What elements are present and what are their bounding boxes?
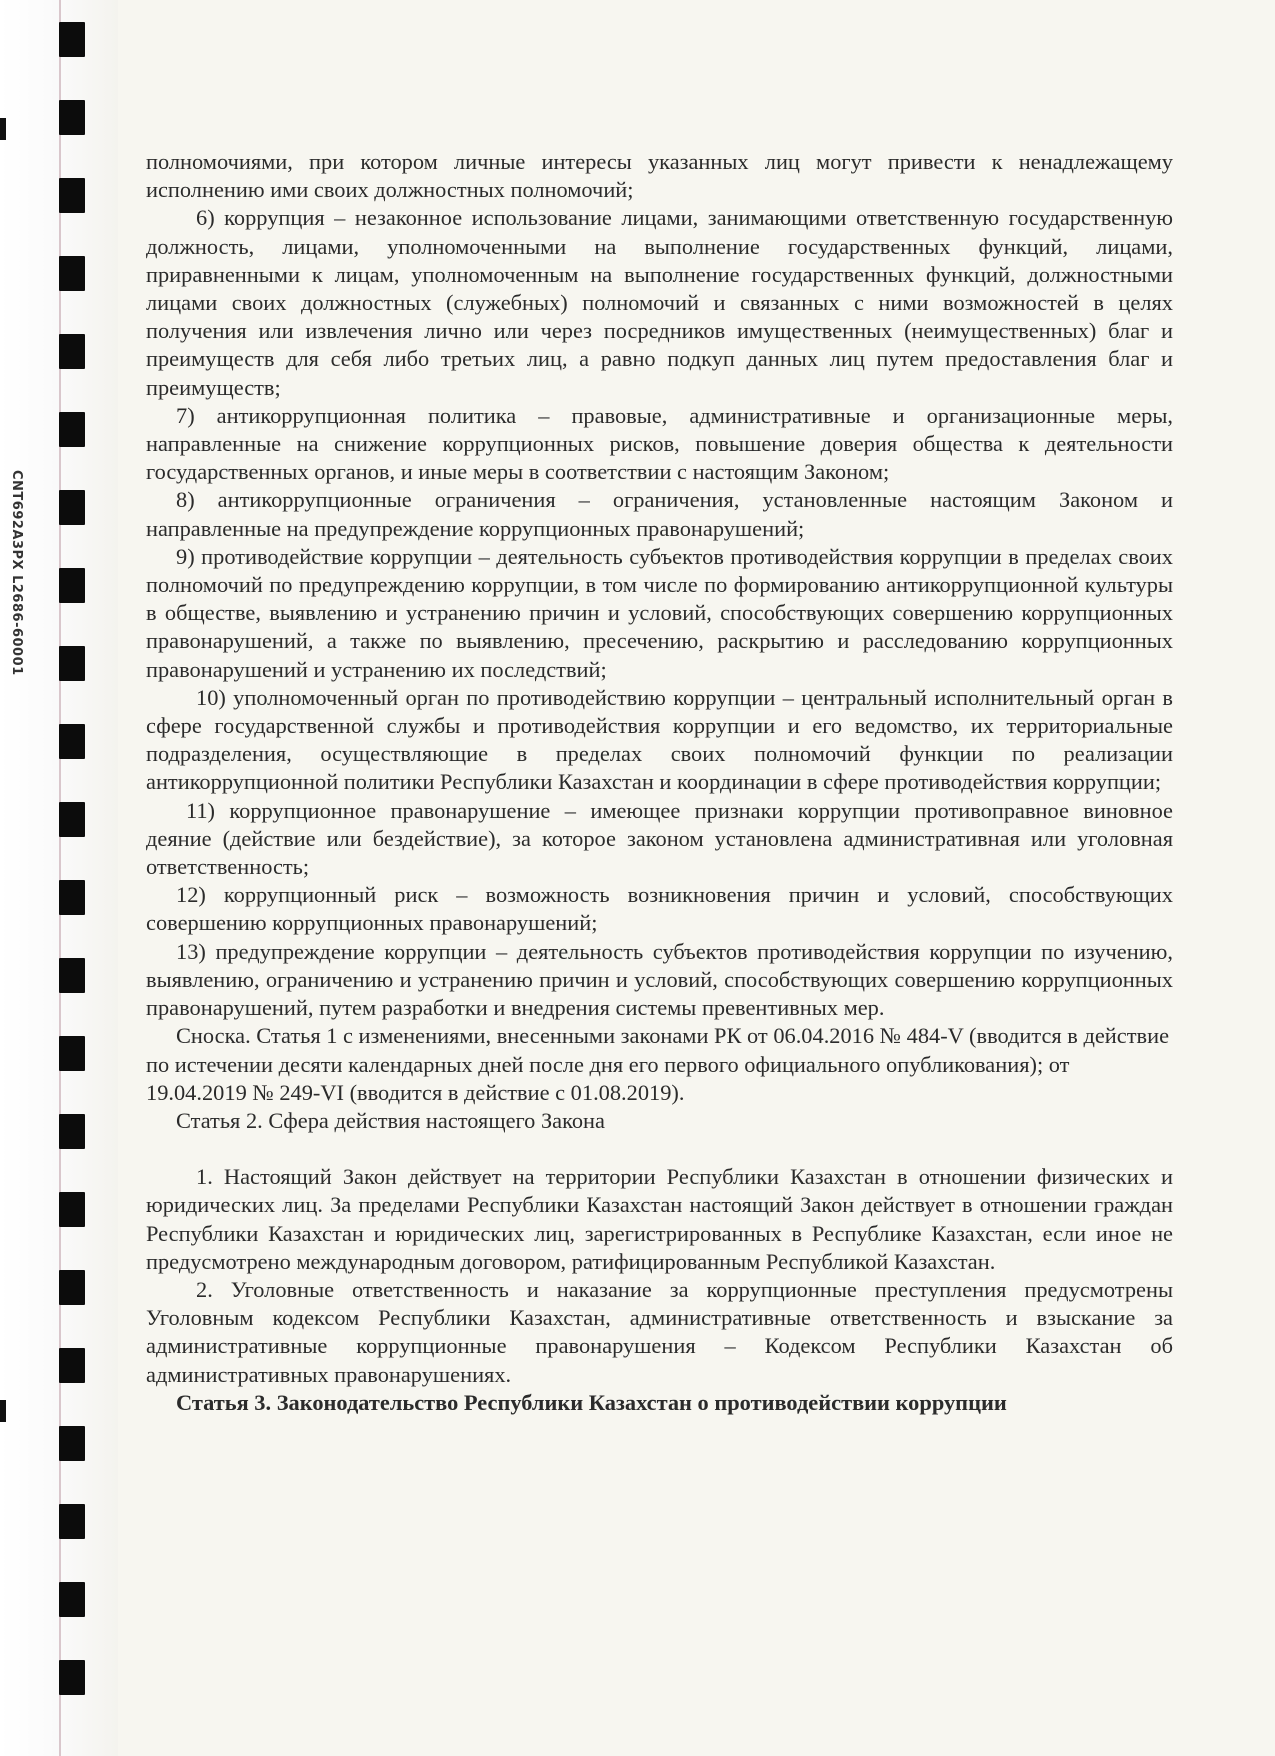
definition-item-12: 12) коррупционный риск – возможность возникновения причин и условий, способствующих совершению коррупционных правонарушений; — [146, 882, 1173, 936]
binding-ring — [59, 1114, 85, 1149]
spacer — [146, 1135, 1173, 1163]
binding-ring — [59, 1192, 85, 1227]
binding-ring — [59, 100, 85, 135]
definition-item-9: 9) противодействие коррупции – деятельность субъектов противодействия коррупции в пределах своих полномочий по предупреждению коррупции, в том числе по формированию антикоррупционной культуры в обществе, выявлению и устранению причин и условий, способствующих совершению коррупционных правонарушений, а также по выявлению, пресечению, раскрытию и расследованию коррупционных правонарушений и устранению их последствий; — [146, 543, 1173, 682]
binding-ring — [59, 490, 85, 525]
binding-ring — [59, 1270, 85, 1305]
article-2-paragraph-2: 2. Уголовные ответственность и наказание за коррупционные преступления предусмотрены Уголовным кодексом Республики Казахстан, административные ответственность и взыскание за административные коррупционные правонарушения – Кодексом Республики Казахстан об административных правонарушениях. — [146, 1276, 1173, 1387]
definition-item-13: 13) предупреждение коррупции – деятельность субъектов противодействия коррупции по изучению, выявлению, ограничению и устранению причин и условий, способствующих совершению коррупционных правонарушений, путем разработки и внедрения системы превентивных мер. — [146, 938, 1173, 1021]
side-code: CNT692A3PX L2686-60001 — [9, 470, 24, 676]
binding-ring — [59, 1660, 85, 1695]
binding-ring — [59, 178, 85, 213]
binding-ring — [59, 256, 85, 291]
definition-item-10: 10) уполномоченный орган по противодействию коррупции – центральный исполнительный орган в сфере государственной службы и противодействия коррупции и его ведомство, их территориальные подразделения, осуществляющие в пределах своих полномочий функции по реализации антикоррупционной политики Республики Казахстан и координации в сфере противодействия коррупции; — [146, 684, 1173, 795]
binding-ring — [59, 1036, 85, 1071]
definition-item-8: 8) антикоррупционные ограничения – ограничения, установленные настоящим Законом и направленные на предупреждение коррупционных правонарушений; — [146, 487, 1173, 541]
paragraph-continuation: полномочиями, при котором личные интересы указанных лиц могут привести к ненадлежащему исполнению ими своих должностных полномочий; — [146, 149, 1173, 203]
edge-mark — [0, 1400, 6, 1422]
document-page — [146, 148, 1173, 1417]
footnote: Сноска. Статья 1 с изменениями, внесенными законами РК от 06.04.2016 № 484-V (вводится в действие по истечении десяти календарных дней после дня его первого официального опубликования); от 19.04.2019 № 249-VI (вводится в действие с 01.08.2019). — [146, 1023, 1170, 1105]
binding-ring — [59, 1582, 85, 1617]
definition-item-7: 7) антикоррупционная политика – правовые, административные и организационные меры, направленные на снижение коррупционных рисков, повышение доверия общества к деятельности государственных органов, и иные меры в соответствии с настоящим Законом; — [146, 402, 1173, 485]
article-2-title: Статья 2. Сфера действия настоящего Закона — [176, 1107, 605, 1133]
binding-ring — [59, 1426, 85, 1461]
binding-ring — [59, 880, 85, 915]
binding-ring — [59, 724, 85, 759]
binding-ring — [59, 412, 85, 447]
binding-ring — [59, 22, 85, 57]
binding-ring — [59, 1504, 85, 1539]
binding-strip — [0, 0, 118, 1756]
binding-ring — [59, 568, 85, 603]
edge-mark — [0, 118, 6, 140]
binding-ring — [59, 958, 85, 993]
definition-item-6: 6) коррупция – незаконное использование лицами, занимающими ответственную государственную должность, лицами, уполномоченными на выполнение государственных функций, лицами, приравненными к лицам, уполномоченным на выполнение государственных функций, должностными лицами своих должностных (служебных) полномочий и связанных с ними возможностей в целях получения или извлечения лично или через посредников имущественных (неимущественных) благ и преимуществ для себя либо третьих лиц, а равно подкуп данных лиц путем предоставления благ и преимуществ; — [146, 205, 1173, 400]
binding-ring — [59, 334, 85, 369]
article-3-title: Статья 3. Законодательство Республики Казахстан о противодействии коррупции — [176, 1389, 1007, 1415]
binding-ring — [59, 646, 85, 681]
binding-ring — [59, 1348, 85, 1383]
definition-item-11: 11) коррупционное правонарушение – имеющее признаки коррупции противоправное виновное деяние (действие или бездействие), за которое законом установлена административная или уголовная ответственность; — [146, 797, 1173, 880]
binding-ring — [59, 802, 85, 837]
article-2-paragraph-1: 1. Настоящий Закон действует на территории Республики Казахстан в отношении физических и юридических лиц. За пределами Республики Казахстан настоящий Закон действует в отношении граждан Республики Казахстан и юридических лиц, зарегистрированных в Республике Казахстан, если иное не предусмотрено международным договором, ратифицированным Республикой Казахстан. — [146, 1164, 1173, 1274]
